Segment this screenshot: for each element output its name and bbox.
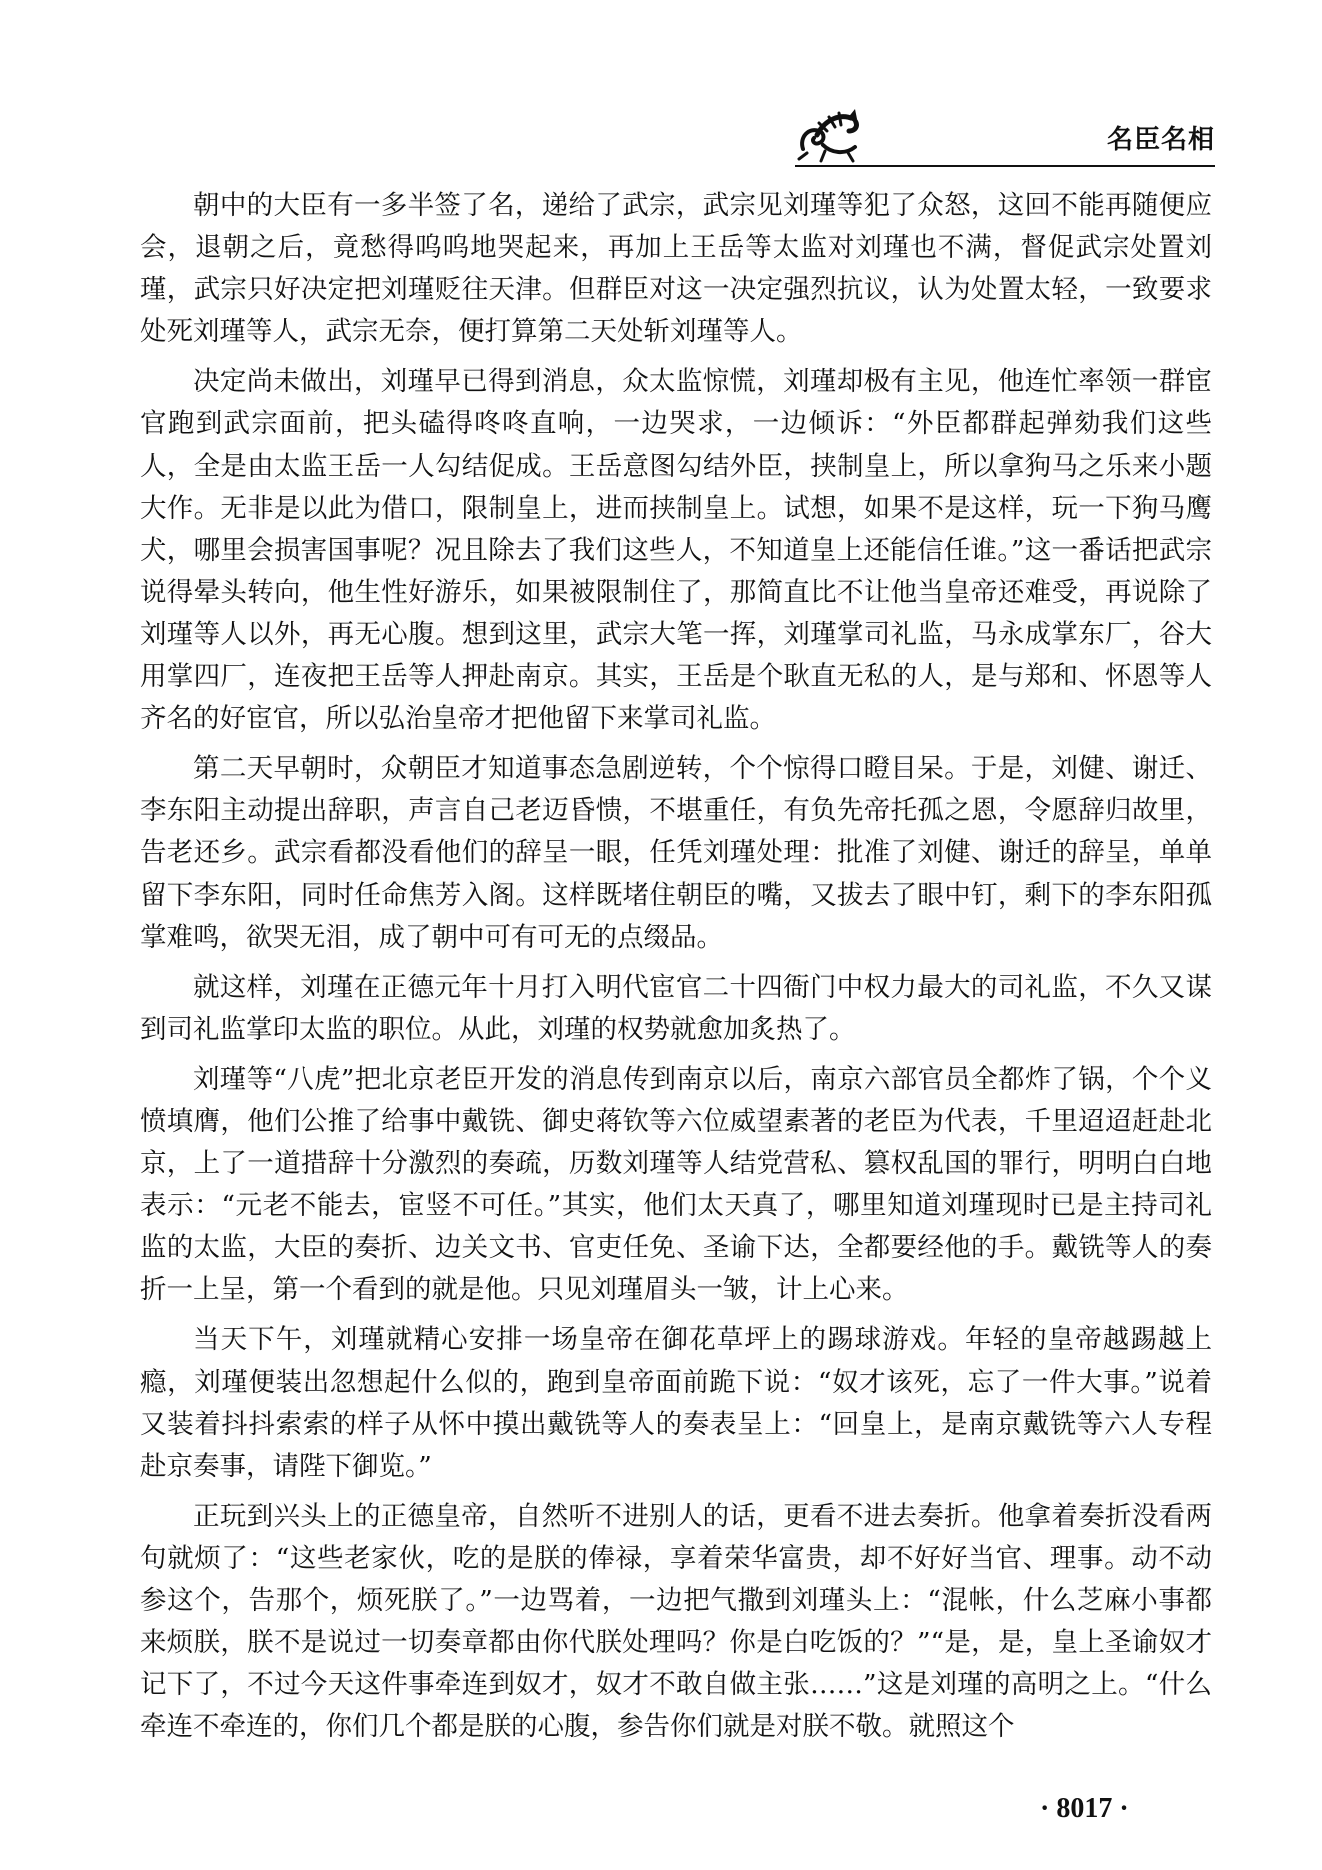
paragraph: 正玩到兴头上的正德皇帝，自然听不进别人的话，更看不进去奏折。他拿着奏折没看两句就烦了：“这些老家伙，吃的是朕的俸禄，享着荣华富贵，却不好好当官、理事。动不动参这个，告那个，烦死朕了。”一边骂着，一边把气撒到刘瑾头上：“混帐，什么芝麻小事都来烦朕，朕不是说过一切奏章都由你代朕处理吗？你是白吃饭的？”“是，是，皇上圣谕奴才记下了，不过今天这件事牵连到奴才，奴才不敢自做主张……”这是刘瑾的高明之上。“什么牵连不牵连的，你们几个都是朕的心腹，参告你们就是对朕不敬。就照这个 <box>140 1500 1212 1743</box>
dragon-emblem-icon <box>795 105 865 163</box>
running-header <box>795 105 1215 165</box>
paragraph: 当天下午，刘瑾就精心安排一场皇帝在御花草坪上的踢球游戏。年轻的皇帝越踢越上瘾，刘瑾便装出忽想起什么似的，跑到皇帝面前跪下说：“奴才该死，忘了一件大事。”说着又装着抖抖索索的样子从怀中摸出戴铣等人的奏表呈上：“回皇上，是南京戴铣等六人专程赴京奏事，请陛下御览。” <box>140 1324 1212 1482</box>
section-title: 名臣名相 <box>1106 125 1215 155</box>
paragraph: 刘瑾等“八虎”把北京老臣开发的消息传到南京以后，南京六部官员全都炸了锅，个个义愤填膺，他们公推了给事中戴铣、御史蒋钦等六位威望素著的老臣为代表，千里迢迢赶赴北京，上了一道措辞十分激烈的奏疏，历数刘瑾等人结党营私、篡权乱国的罪行，明明白白地表示：“元老不能去，宦竖不可任。”其实，他们太天真了，哪里知道刘瑾现时已是主持司礼监的太监，大臣的奏折、边关文书、官吏任免、圣谕下达，全都要经他的手。戴铣等人的奏折一上呈，第一个看到的就是他。只见刘瑾眉头一皱，计上心来。 <box>140 1063 1212 1306</box>
paragraph: 就这样，刘瑾在正德元年十月打入明代宦官二十四衙门中权力最大的司礼监，不久又谋到司礼监掌印太监的职位。从此，刘瑾的权势就愈加炙热了。 <box>140 971 1212 1045</box>
paragraph: 第二天早朝时，众朝臣才知道事态急剧逆转，个个惊得口瞪目呆。于是，刘健、谢迁、李东阳主动提出辞职，声言自己老迈昏愦，不堪重任，有负先帝托孤之恩，令愿辞归故里，告老还乡。武宗看都没看他们的辞呈一眼，任凭刘瑾处理：批准了刘健、谢迁的辞呈，单单留下李东阳，同时任命焦芳入阁。这样既堵住朝臣的嘴，又拔去了眼中钉，剩下的李东阳孤掌难鸣，欲哭无泪，成了朝中可有可无的点缀品。 <box>140 753 1212 953</box>
header-rule <box>795 165 1215 167</box>
page-number: · 8017 · <box>1040 1793 1129 1824</box>
paragraph: 朝中的大臣有一多半签了名，递给了武宗，武宗见刘瑾等犯了众怒，这回不能再随便应会，退朝之后，竟愁得呜呜地哭起来，再加上王岳等太监对刘瑾也不满，督促武宗处置刘瑾，武宗只好决定把刘瑾贬往天津。但群臣对这一决定强烈抗议，认为处置太轻，一致要求处死刘瑾等人，武宗无奈，便打算第二天处斩刘瑾等人。 <box>140 190 1212 348</box>
body-text <box>140 185 1212 1756</box>
paragraph: 决定尚未做出，刘瑾早已得到消息，众太监惊慌，刘瑾却极有主见，他连忙率领一群宦官跑到武宗面前，把头磕得咚咚直响，一边哭求，一边倾诉：“外臣都群起弹劾我们这些人，全是由太监王岳一人勾结促成。王岳意图勾结外臣，挟制皇上，所以拿狗马之乐来小题大作。无非是以此为借口，限制皇上，进而挟制皇上。试想，如果不是这样，玩一下狗马鹰犬，哪里会损害国事呢？况且除去了我们这些人，不知道皇上还能信任谁。”这一番话把武宗说得晕头转向，他生性好游乐，如果被限制住了，那简直比不让他当皇帝还难受，再说除了刘瑾等人以外，再无心腹。想到这里，武宗大笔一挥，刘瑾掌司礼监，马永成掌东厂，谷大用掌四厂，连夜把王岳等人押赴南京。其实，王岳是个耿直无私的人，是与郑和、怀恩等人齐名的好宦官，所以弘治皇帝才把他留下来掌司礼监。 <box>140 366 1212 735</box>
